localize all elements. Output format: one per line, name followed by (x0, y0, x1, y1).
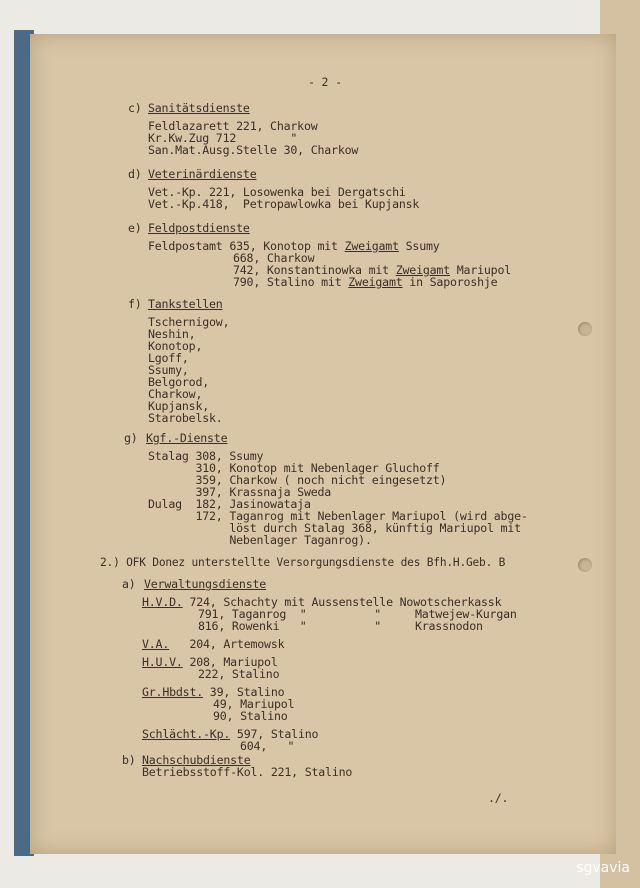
section-label: b) (122, 753, 136, 767)
section-label: g) (124, 431, 138, 445)
section-title: Verwaltungsdienste (144, 577, 267, 591)
text-line: H.V.D. 724, Schachty mit Aussenstelle Nowotscherkassk (142, 595, 502, 609)
text-line: Feldlazarett 221, Charkow (148, 119, 318, 133)
text-line: Vet.-Kp. 221, Losowenka bei Dergatschi (148, 185, 406, 199)
text-line: 604, " (240, 739, 295, 753)
text-line: 90, Stalino (213, 709, 288, 723)
text-line: 397, Krassnaja Sweda (148, 485, 332, 499)
section-label: a) (122, 577, 136, 591)
text-line: Dulag 182, Jasinowataja (148, 497, 311, 511)
text-line: Ssumy, (148, 363, 189, 377)
continuation-mark: ./. (488, 791, 509, 805)
text-line: Charkow, (148, 387, 203, 401)
page-number: - 2 - (308, 75, 342, 89)
section-title: Feldpostdienste (148, 221, 250, 235)
text-line: 668, Charkow (233, 251, 315, 265)
text-line: 816, Rowenki " " Krassnodon (198, 619, 483, 633)
part-heading: 2.) OFK Donez unterstellte Versorgungsdienste des Bfh.H.Geb. B (100, 556, 506, 569)
section-label: c) (128, 101, 142, 115)
section-title: Veterinärdienste (148, 167, 257, 181)
punch-hole (578, 558, 592, 572)
text-line: Lgoff, (148, 351, 189, 365)
section-title: Tankstellen (148, 297, 223, 311)
text-line: 310, Konotop mit Nebenlager Gluchoff (148, 461, 440, 475)
text-line: Konotop, (148, 339, 203, 353)
section-label: f) (128, 297, 142, 311)
text-line: Schlächt.-Kp. 597, Stalino (142, 727, 319, 741)
text-line: San.Mat.Ausg.Stelle 30, Charkow (148, 143, 359, 157)
text-line: Stalag 308, Ssumy (148, 449, 264, 463)
section-title: Nachschubdienste (142, 753, 251, 767)
text-line: Neshin, (148, 327, 196, 341)
section-label: e) (128, 221, 142, 235)
text-line: Feldpostamt 635, Konotop mit Zweigamt Ssumy (148, 239, 440, 253)
text-line: V.A. 204, Artemowsk (142, 637, 285, 651)
section-title: Sanitätsdienste (148, 101, 250, 115)
text-line: 742, Konstantinowka mit Zweigamt Mariupol (233, 263, 512, 277)
text-line: Nebenlager Taganrog). (148, 533, 372, 547)
text-line: 222, Stalino (198, 667, 280, 681)
text-line: Gr.Hbdst. 39, Stalino (142, 685, 285, 699)
watermark: sgvavia (576, 860, 630, 876)
section-title: Kgf.-Dienste (146, 431, 228, 445)
text-line: Kupjansk, (148, 399, 210, 413)
text-line: 49, Mariupol (213, 697, 295, 711)
text-line: 359, Charkow ( noch nicht eingesetzt) (148, 473, 447, 487)
document-page (30, 34, 616, 854)
text-line: Tschernigow, (148, 315, 230, 329)
text-line: H.U.V. 208, Mariupol (142, 655, 278, 669)
section-label: d) (128, 167, 142, 181)
text-line: Starobelsk. (148, 411, 223, 425)
punch-hole (578, 322, 592, 336)
text-line: Kr.Kw.Zug 712 " (148, 131, 298, 145)
text-line: Belgorod, (148, 375, 210, 389)
text-line: Betriebsstoff-Kol. 221, Stalino (142, 765, 353, 779)
text-line: 791, Taganrog " " Matwejew-Kurgan (198, 607, 517, 621)
text-line: 172, Taganrog mit Nebenlager Mariupol (wird abge- (148, 509, 528, 523)
text-line: 790, Stalino mit Zweigamt in Saporoshje (233, 275, 498, 289)
text-line: löst durch Stalag 368, künftig Mariupol mit (148, 521, 521, 535)
text-line: Vet.-Kp.418, Petropawlowka bei Kupjansk (148, 197, 420, 211)
